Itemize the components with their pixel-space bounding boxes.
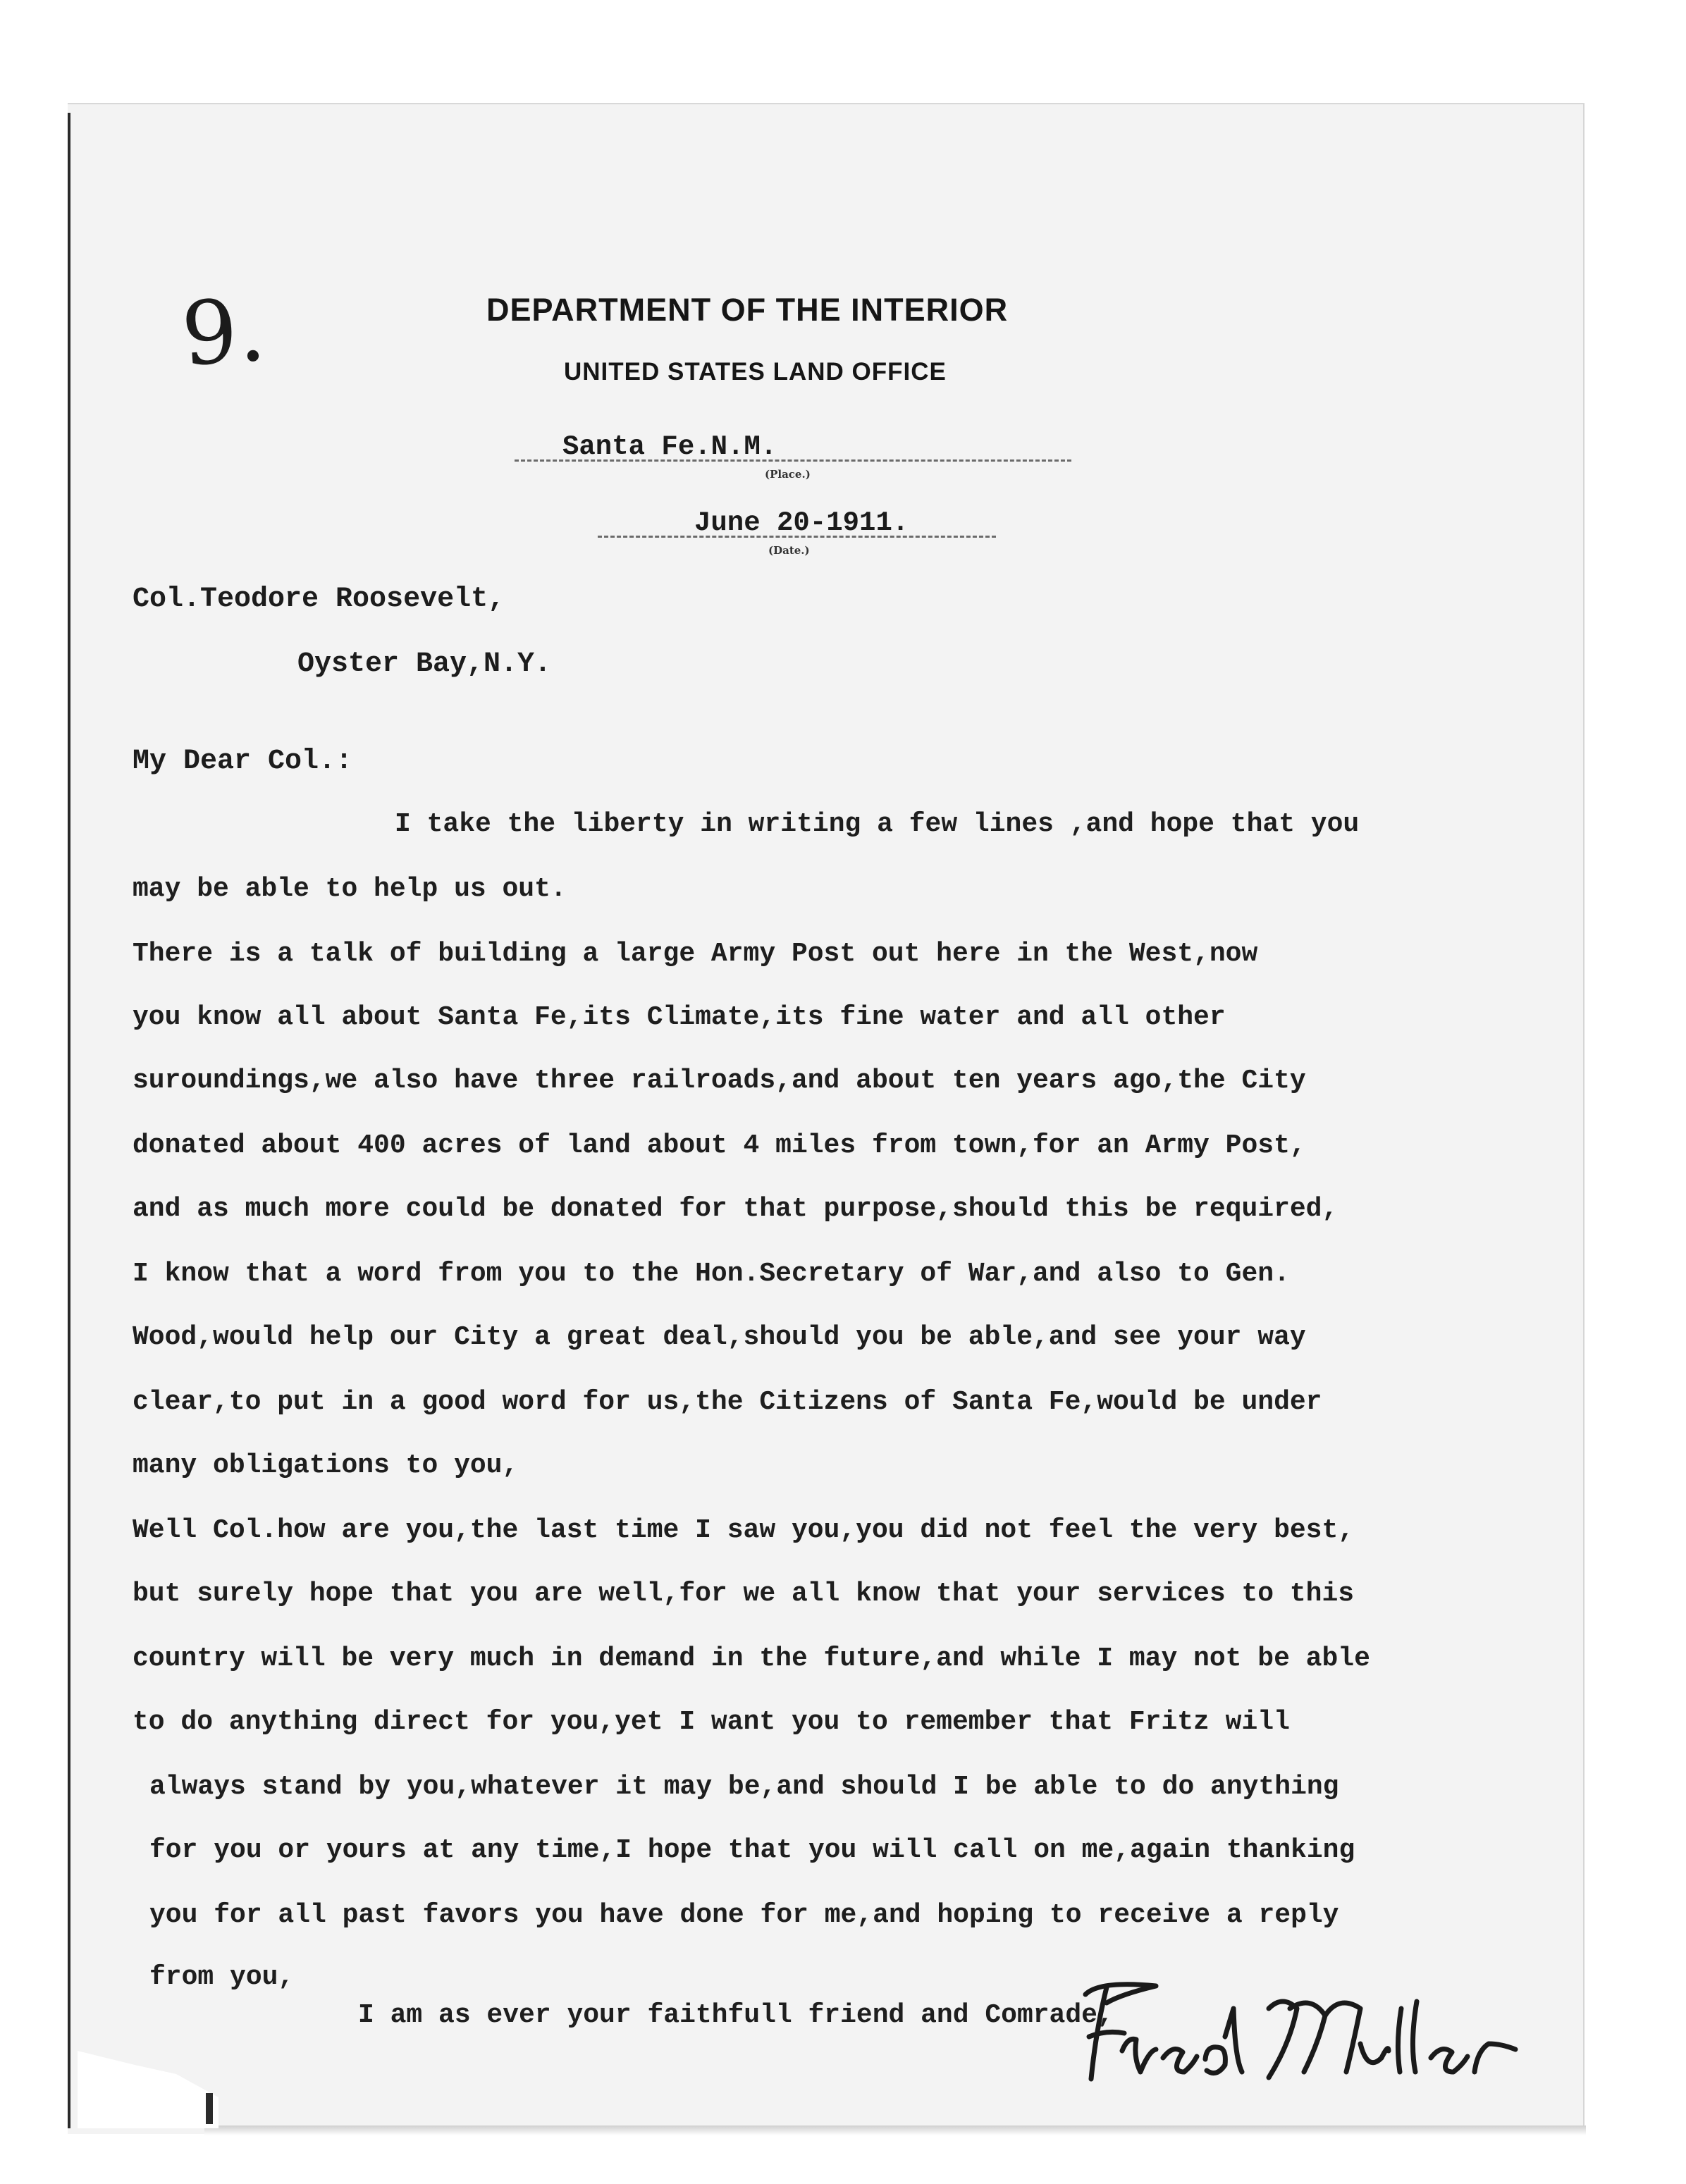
place-value: Santa Fe.N.M.: [562, 431, 777, 462]
date-caption: (Date.): [768, 544, 810, 557]
body-line: for you or yours at any time,I hope that you will call on me,again thanking: [149, 1835, 1355, 1865]
body-line: many obligations to you,: [133, 1450, 519, 1481]
body-line: I take the liberty in writing a few lines ,and hope that you: [395, 809, 1360, 839]
body-line: you know all about Santa Fe,its Climate,its fine water and all other: [133, 1002, 1226, 1032]
salutation: My Dear Col.:: [133, 746, 353, 777]
body-line: I know that a word from you to the Hon.Secretary of War,and also to Gen.: [133, 1259, 1290, 1289]
letter-sheet: [68, 103, 1585, 2134]
body-line: Well Col.how are you,the last time I saw you,you did not feel the very best,: [133, 1515, 1355, 1546]
body-line: donated about 400 acres of land about 4 miles from town,for an Army Post,: [133, 1130, 1306, 1161]
body-line: suroundings,we also have three railroads,and about ten years ago,the City: [133, 1066, 1306, 1096]
body-line: clear,to put in a good word for us,the Citizens of Santa Fe,would be under: [133, 1387, 1322, 1417]
place-caption: (Place.): [765, 468, 811, 481]
letterhead-subtitle: UNITED STATES LAND OFFICE: [564, 358, 947, 385]
body-line: There is a talk of building a large Army Post out here in the West,now: [133, 939, 1258, 969]
body-line: you for all past favors you have done for me,and hoping to receive a reply: [149, 1900, 1339, 1930]
body-line: from you,: [149, 1962, 295, 1992]
letterhead-title: DEPARTMENT OF THE INTERIOR: [486, 292, 1009, 328]
date-value: June 20-1911.: [694, 507, 909, 538]
sheet-shadow: [204, 2126, 1586, 2135]
body-line: and as much more could be donated for that purpose,should this be required,: [133, 1194, 1339, 1224]
body-line: to do anything direct for you,yet I want you to remember that Fritz will: [133, 1707, 1290, 1737]
recipient-address: Oyster Bay,N.Y.: [297, 648, 552, 680]
sheet-edge: [68, 113, 70, 2128]
body-line: but surely hope that you are well,for we all know that your services to this: [133, 1579, 1355, 1609]
body-line: may be able to help us out.: [133, 874, 567, 904]
closing: I am as ever your faithfull friend and Comrade,: [358, 2000, 1114, 2030]
signature: [1057, 1966, 1551, 2093]
body-line: country will be very much in demand in the future,and while I may not be able: [133, 1643, 1370, 1674]
body-line: Wood,would help our City a great deal,should you be able,and see your way: [133, 1322, 1306, 1352]
body-line: always stand by you,whatever it may be,and should I be able to do anything: [149, 1772, 1339, 1802]
folio-number: 9.: [178, 279, 269, 386]
tear-mark: [206, 2093, 213, 2124]
recipient-name: Col.Teodore Roosevelt,: [133, 584, 505, 615]
